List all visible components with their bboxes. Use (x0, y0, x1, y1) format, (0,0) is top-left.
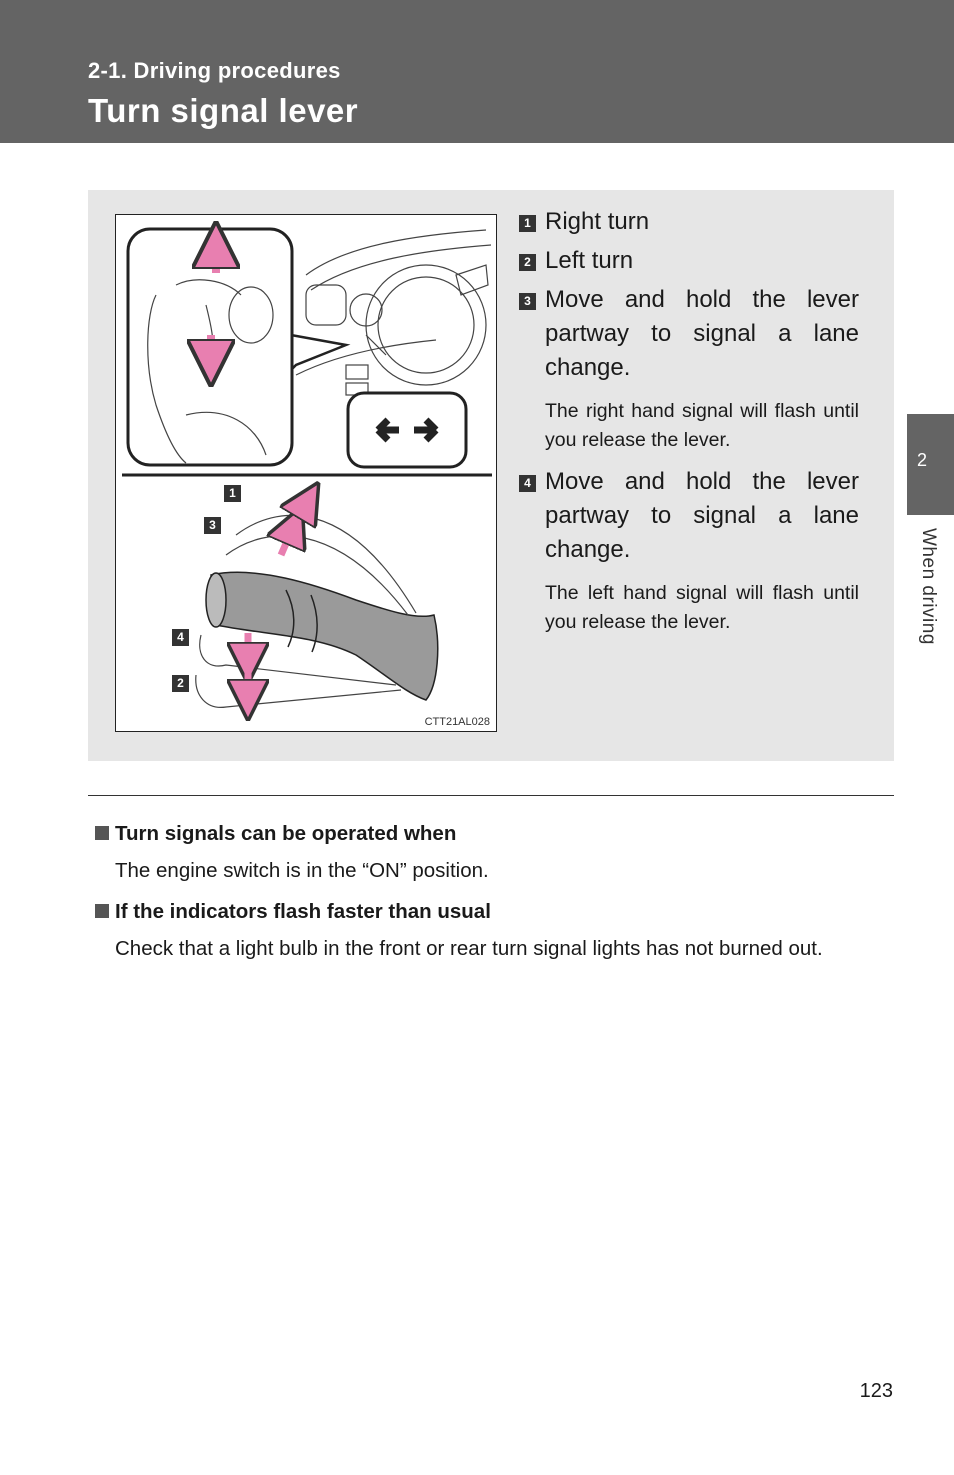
dashboard-drawing (296, 230, 491, 395)
turn-signal-figure (115, 214, 497, 732)
note-body: The engine switch is in the “ON” position. (115, 859, 489, 882)
step-note: The left hand signal will flash until you release the lever. (545, 582, 859, 633)
chapter-tab (907, 414, 954, 515)
step-item (519, 465, 859, 567)
direction-inset (348, 393, 466, 467)
note-body: Check that a light bulb in the front or rear turn signal lights has not burned out. (115, 937, 823, 960)
step-item (519, 205, 859, 239)
chapter-label: When driving (918, 528, 939, 645)
page-number: 123 (859, 1380, 893, 1402)
callout-4: 4 (172, 629, 189, 646)
arrow-up-icon (281, 525, 294, 555)
step-text: Right turn (545, 208, 650, 235)
step-text: Move and hold the lever partway to signal a lane change. (545, 468, 859, 563)
section-divider (88, 795, 894, 796)
note-flash-faster (95, 898, 885, 963)
note-heading: If the indicators flash faster than usual (95, 898, 885, 926)
note-operation (95, 820, 885, 885)
callout-1: 1 (224, 485, 241, 502)
section-label: 2-1. Driving procedures (88, 58, 341, 83)
step-number: 4 (519, 475, 536, 492)
callout-2: 2 (172, 675, 189, 692)
step-item (519, 283, 859, 385)
step-number: 2 (519, 254, 536, 271)
note-heading: Turn signals can be operated when (95, 820, 885, 848)
square-bullet-icon (95, 826, 109, 840)
step-list (519, 205, 859, 647)
figure-code: CTT21AL028 (424, 716, 490, 728)
step-note: The right hand signal will flash until you release the lever. (545, 400, 859, 451)
page-header (0, 0, 954, 143)
step-number: 3 (519, 293, 536, 310)
chapter-number: 2 (916, 450, 927, 470)
step-text: Move and hold the lever partway to signal a lane change. (545, 286, 859, 381)
step-text: Left turn (545, 247, 634, 274)
callout-3: 3 (204, 517, 221, 534)
turn-signal-illustration (116, 215, 496, 731)
step-number: 1 (519, 215, 536, 232)
square-bullet-icon (95, 904, 109, 918)
page-title: Turn signal lever (88, 92, 359, 129)
step-item (519, 244, 859, 278)
